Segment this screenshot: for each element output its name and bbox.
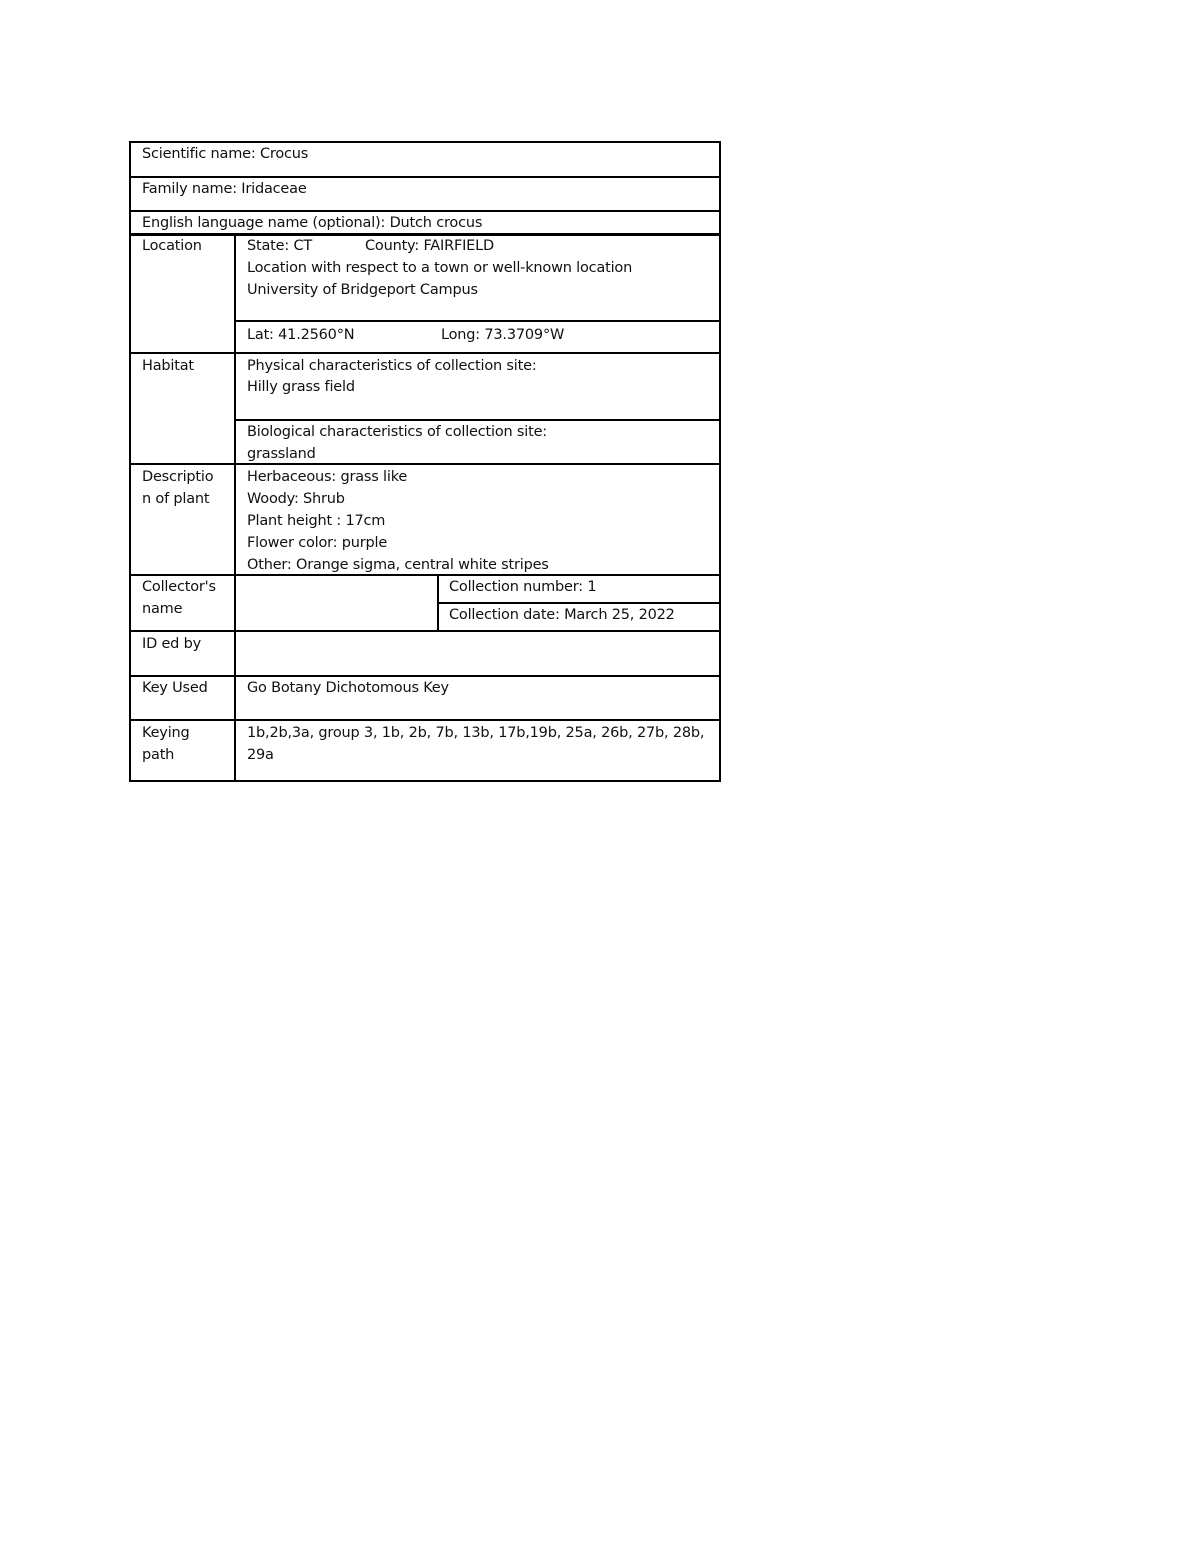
description-other: Other: Orange sigma, central white stripes — [247, 557, 549, 573]
keying-path-label-line2: path — [142, 747, 175, 763]
key-used-label: Key Used — [142, 680, 208, 696]
collection-date: Collection date: March 25, 2022 — [449, 607, 675, 623]
description-height: Plant height : 17cm — [247, 513, 386, 529]
location-description-prompt: Location with respect to a town or well-known location — [247, 260, 633, 276]
column-divider — [437, 574, 439, 632]
location-lat: Lat: 41.2560°N — [247, 327, 355, 343]
id-by-label: ID ed by — [142, 636, 201, 652]
habitat-biological: grassland — [247, 446, 316, 462]
habitat-biological-prompt: Biological characteristics of collection site: — [247, 424, 547, 440]
keying-path-label-line1: Keying — [142, 725, 190, 741]
habitat-physical: Hilly grass field — [247, 379, 355, 395]
divider — [129, 352, 721, 354]
scientific-name: Scientific name: Crocus — [142, 146, 309, 162]
description-woody: Woody: Shrub — [247, 491, 345, 507]
keying-path-value-line2: 29a — [247, 747, 274, 763]
habitat-physical-prompt: Physical characteristics of collection site: — [247, 358, 537, 374]
collector-label-line1: Collector's — [142, 579, 216, 595]
specimen-label-form — [129, 141, 721, 782]
location-label: Location — [142, 238, 202, 254]
column-divider — [234, 234, 236, 782]
divider — [129, 463, 721, 465]
location-long: Long: 73.3709°W — [441, 327, 565, 343]
family-name: Family name: Iridaceae — [142, 181, 307, 197]
description-herbaceous: Herbaceous: grass like — [247, 469, 408, 485]
location-description: University of Bridgeport Campus — [247, 282, 478, 298]
habitat-label: Habitat — [142, 358, 194, 374]
divider — [235, 320, 721, 322]
keying-path-value-line1: 1b,2b,3a, group 3, 1b, 2b, 7b, 13b, 17b,19b, 25a, 26b, 27b, 28b, — [247, 725, 705, 741]
collection-number: Collection number: 1 — [449, 579, 597, 595]
collector-label-line2: name — [142, 601, 183, 617]
divider — [129, 719, 721, 721]
location-county: County: FAIRFIELD — [365, 238, 494, 254]
location-state: State: CT — [247, 238, 313, 254]
description-flower-color: Flower color: purple — [247, 535, 388, 551]
key-used-value: Go Botany Dichotomous Key — [247, 680, 449, 696]
description-label-line1: Descriptio — [142, 469, 214, 485]
description-label-line2: n of plant — [142, 491, 210, 507]
divider — [129, 630, 721, 632]
english-name: English language name (optional): Dutch crocus — [142, 215, 483, 231]
